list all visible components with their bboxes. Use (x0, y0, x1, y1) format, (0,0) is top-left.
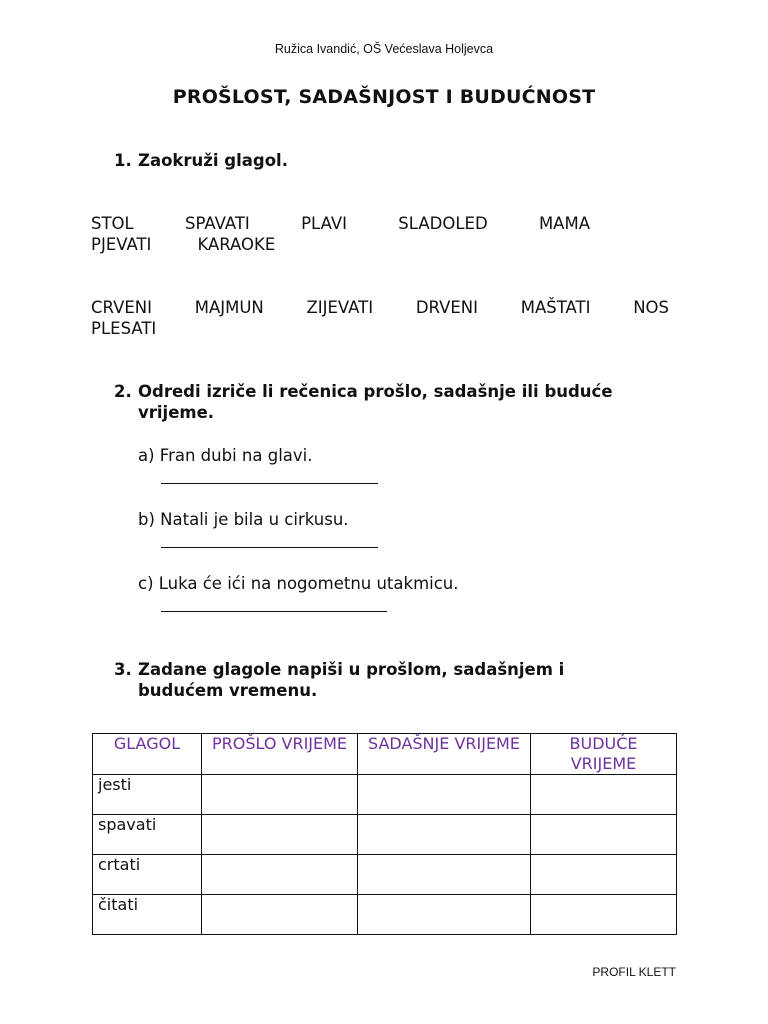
word[interactable]: ZIJEVATI (306, 298, 374, 317)
verb-tense-table (92, 733, 677, 935)
task-3-number: 3. (114, 660, 132, 679)
word[interactable]: SLADOLED (398, 214, 488, 233)
word[interactable]: NOS (633, 298, 669, 317)
word-group-1-line-1 (91, 213, 669, 234)
word[interactable]: MAŠTATI (520, 298, 591, 317)
answer-cell[interactable] (202, 775, 358, 815)
word[interactable]: CRVENI (91, 298, 153, 317)
verb-cell: spavati (93, 815, 202, 855)
sentence-b: b) Natali je bila u cirkusu. (138, 510, 349, 529)
word[interactable]: SPAVATI (185, 214, 250, 233)
word[interactable]: MAMA (538, 214, 590, 233)
worksheet-title: PROŠLOST, SADAŠNJOST I BUDUĆNOST (172, 86, 596, 108)
task-2-text-line-1: Odredi izriče li rečenica prošlo, sadašnje ili buduće (138, 382, 613, 401)
sentence-a: a) Fran dubi na glavi. (138, 446, 313, 465)
answer-line-b[interactable] (161, 547, 378, 548)
word[interactable]: KARAOKE (197, 235, 276, 254)
answer-cell[interactable] (531, 815, 677, 855)
table-row (93, 895, 677, 935)
answer-cell[interactable] (358, 775, 531, 815)
word[interactable]: DRVENI (415, 298, 479, 317)
answer-cell[interactable] (531, 855, 677, 895)
word[interactable]: PLAVI (301, 214, 348, 233)
answer-cell[interactable] (202, 855, 358, 895)
publisher-footer: PROFIL KLETT (592, 965, 676, 979)
column-header-sadasnje: SADAŠNJE VRIJEME (358, 734, 531, 775)
task-3-text-line-2: budućem vremenu. (138, 681, 318, 700)
word-group-1-line-2 (91, 234, 669, 255)
author-line: Ružica Ivandić, OŠ Većeslava Holjevca (274, 42, 494, 56)
verb-cell: jesti (93, 775, 202, 815)
answer-line-c[interactable] (161, 611, 387, 612)
answer-cell[interactable] (531, 775, 677, 815)
task-2-instruction (114, 381, 674, 423)
word[interactable]: PJEVATI (91, 235, 152, 254)
table-row (93, 815, 677, 855)
table-row (93, 775, 677, 815)
answer-cell[interactable] (358, 855, 531, 895)
column-header-proslo: PROŠLO VRIJEME (202, 734, 358, 775)
word[interactable]: MAJMUN (194, 298, 264, 317)
task-1-text: Zaokruži glagol. (138, 151, 288, 170)
answer-cell[interactable] (202, 895, 358, 935)
answer-cell[interactable] (202, 815, 358, 855)
answer-cell[interactable] (358, 895, 531, 935)
word-group-2-line-2 (91, 318, 669, 339)
word-group-2 (91, 297, 669, 339)
task-1-instruction (114, 150, 674, 171)
answer-cell[interactable] (358, 815, 531, 855)
verb-cell: crtati (93, 855, 202, 895)
word-group-1 (91, 213, 669, 255)
column-header-buduce: BUDUĆE VRIJEME (531, 734, 677, 775)
word-group-2-line-1 (91, 297, 669, 318)
word[interactable]: STOL (91, 214, 134, 233)
task-3-instruction (114, 659, 674, 701)
sentence-c: c) Luka će ići na nogometnu utakmicu. (138, 574, 459, 593)
task-3-text-line-1: Zadane glagole napiši u prošlom, sadašnjem i (138, 660, 565, 679)
answer-cell[interactable] (531, 895, 677, 935)
task-2-text-line-2: vrijeme. (138, 403, 215, 422)
table-header-row (93, 734, 677, 775)
verb-cell: čitati (93, 895, 202, 935)
column-header-glagol: GLAGOL (93, 734, 202, 775)
task-1-number: 1. (114, 151, 132, 170)
word[interactable]: PLESATI (91, 319, 157, 338)
answer-line-a[interactable] (161, 483, 378, 484)
task-2-number: 2. (114, 382, 132, 401)
table-row (93, 855, 677, 895)
